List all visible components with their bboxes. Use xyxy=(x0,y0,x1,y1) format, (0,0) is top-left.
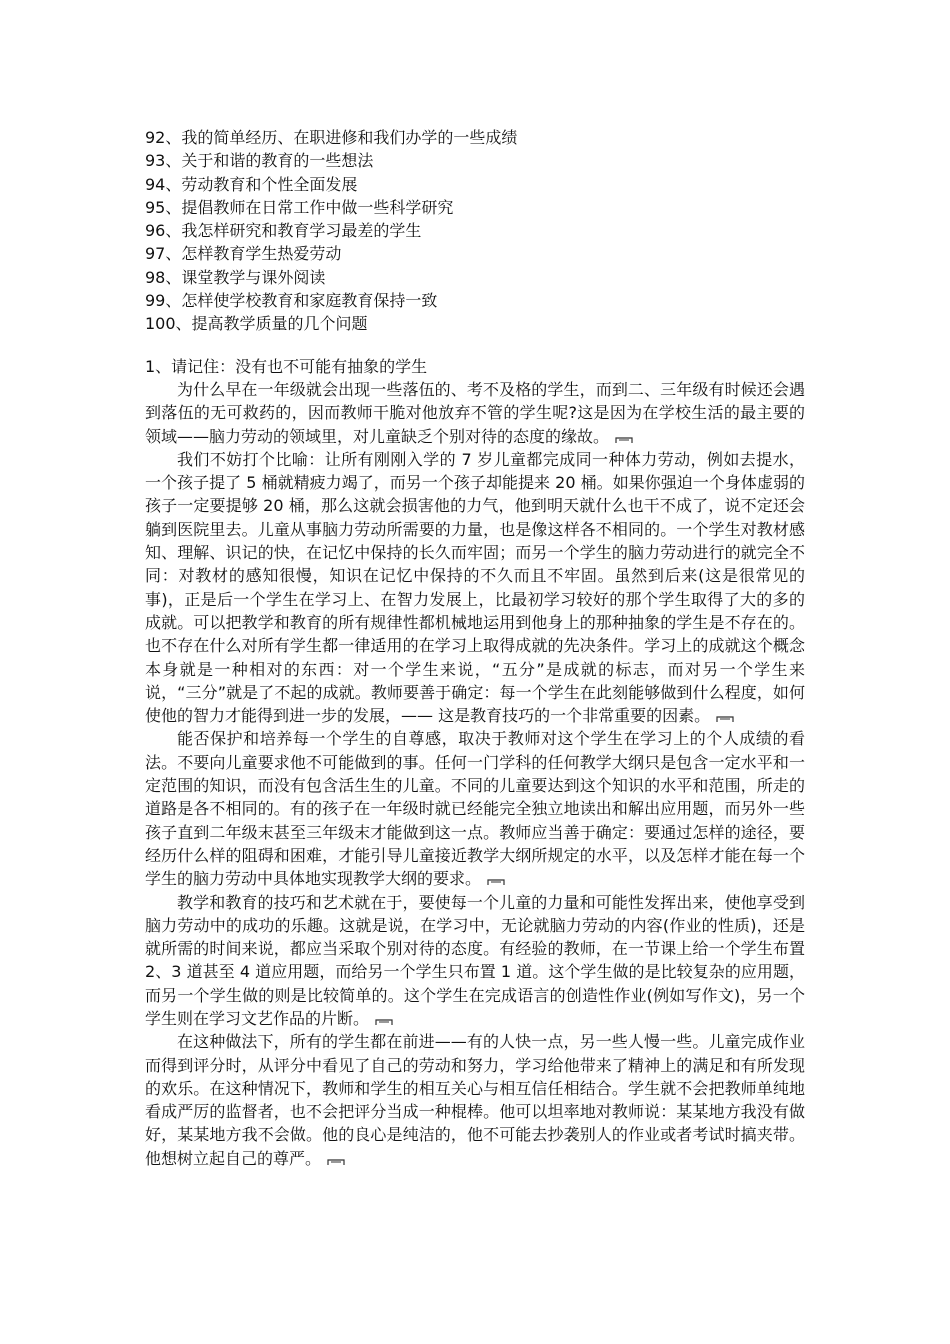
paragraph-text: 我们不妨打个比喻：让所有刚刚入学的 7 岁儿童都完成同一种体力劳动，例如去提水，一个孩子提了 5 桶就精疲力竭了，而另一个孩子却能提来 20 桶。如果你强迫一个身体虚弱的孩子一定要提够 20 桶，那么这就会损害他的力气，他到明天就什么也干不成了，说不定还会躺到医院里去。儿童从事脑力劳动所需要的力量，也是像这样各不相同的。一个学生对教材感知、理解、识记的快，在记忆中保持的长久而牢固；而另一个学生的脑力劳动进行的就完全不同：对教材的感知很慢，知识在记忆中保持的不久而且不牢固。虽然到后来(这是很常见的事)，正是后一个学生在学习上、在智力发展上，比最初学习较好的那个学生取得了大的多的成就。可以把教学和教育的所有规律性都机械地运用到他身上的那种抽象的学生是不存在的。也不存在什么对所有学生都一律适用的在学习上取得成就的先决条件。学习上的成就这个概念本身就是一种相对的东西：对一个学生来说，“五分”是成就的标志，而对另一个学生来说，“三分”就是了不起的成就。教师要善于确定：每一个学生在此刻能够做到什么程度，如何使他的智力才能得到进一步的发展，—— 这是教育技巧的一个非常重要的因素。 xyxy=(145,449,805,726)
paragraph-text: 能否保护和培养每一个学生的自尊感，取决于教师对这个学生在学习上的个人成绩的看法。不要向儿童要求他不可能做到的事。任何一门学科的任何教学大纲只是包含一定水平和一定范围的知识，而没有包含活生生的儿童。不同的儿童要达到这个知识的水平和范围，所走的道路是各不相同的。有的孩子在一年级时就已经能完全独立地读出和解出应用题，而另外一些孩子直到二年级末甚至三年级末才能做到这一点。教师应当善于确定：要通过怎样的途径，要经历什么样的阻碍和困难，才能引导儿童接近教学大纲所规定的水平，以及怎样才能在每一个学生的脑力劳动中具体地实现教学大纲的要求。 xyxy=(145,729,805,889)
paragraph-mark-icon xyxy=(327,1158,345,1166)
toc-item-98: 98、课堂教学与课外阅读 xyxy=(145,267,326,287)
paragraph-mark-icon xyxy=(375,1018,393,1026)
paragraph-mark-icon xyxy=(487,878,505,886)
paragraph-text: 为什么早在一年级就会出现一些落伍的、考不及格的学生，而到二、三年级有时候还会遇到落伍的无可救药的，因而教师干脆对他放弃不管的学生呢?这是因为在学校生活的最主要的领域——脑力劳动的领域里，对儿童缺乏个别对待的态度的缘故。 xyxy=(145,379,805,446)
paragraph xyxy=(145,1030,805,1170)
paragraph xyxy=(145,378,805,448)
toc-item-100: 100、提高教学质量的几个问题 xyxy=(145,314,368,334)
article-title: 1、请记住：没有也不可能有抽象的学生 xyxy=(145,356,428,376)
paragraph-text: 在这种做法下，所有的学生都在前进——有的人快一点，另一些人慢一些。儿童完成作业而得到评分时，从评分中看见了自己的劳动和努力，学习给他带来了精神上的满足和有所发现的欢乐。在这种情况下，教师和学生的相互关心与相互信任相结合。学生就不会把教师单纯地看成严厉的监督者，也不会把评分当成一种棍棒。他可以坦率地对教师说：某某地方我没有做好，某某地方我不会做。他的良心是纯洁的，他不可能去抄袭别人的作业或者考试时搞夹带。他想树立起自己的尊严。 xyxy=(145,1032,805,1168)
toc-item-95: 95、提倡教师在日常工作中做一些科学研究 xyxy=(145,197,454,217)
toc-item-99: 99、怎样使学校教育和家庭教育保持一致 xyxy=(145,291,438,311)
toc-item-97: 97、怎样教育学生热爱劳动 xyxy=(145,244,342,264)
document-page xyxy=(145,126,805,1170)
toc-item-96: 96、我怎样研究和教育学习最差的学生 xyxy=(145,221,422,241)
paragraph-mark-icon xyxy=(716,715,734,723)
toc-item-92: 92、我的简单经历、在职进修和我们办学的一些成绩 xyxy=(145,128,518,147)
paragraph-mark-icon xyxy=(615,436,633,444)
paragraph xyxy=(145,891,805,1031)
toc-item-94: 94、劳动教育和个性全面发展 xyxy=(145,174,358,194)
paragraph xyxy=(145,727,805,890)
table-of-contents xyxy=(145,126,805,336)
paragraph xyxy=(145,448,805,728)
paragraph-text: 教学和教育的技巧和艺术就在于，要使每一个儿童的力量和可能性发挥出来，使他享受到脑力劳动中的成功的乐趣。这就是说，在学习中，无论就脑力劳动的内容(作业的性质)，还是就所需的时间来说，都应当采取个别对待的态度。有经验的教师，在一节课上给一个学生布置 2、3 道甚至 4 道应用题，而给另一个学生只布置 1 道。这个学生做的是比较复杂的应用题，而另一个学生做的则是比较简单的。这个学生在完成语言的创造性作业(例如写作文)，另一个学生则在学习文艺作品的片断。 xyxy=(145,892,805,1028)
toc-item-93: 93、关于和谐的教育的一些想法 xyxy=(145,151,374,171)
